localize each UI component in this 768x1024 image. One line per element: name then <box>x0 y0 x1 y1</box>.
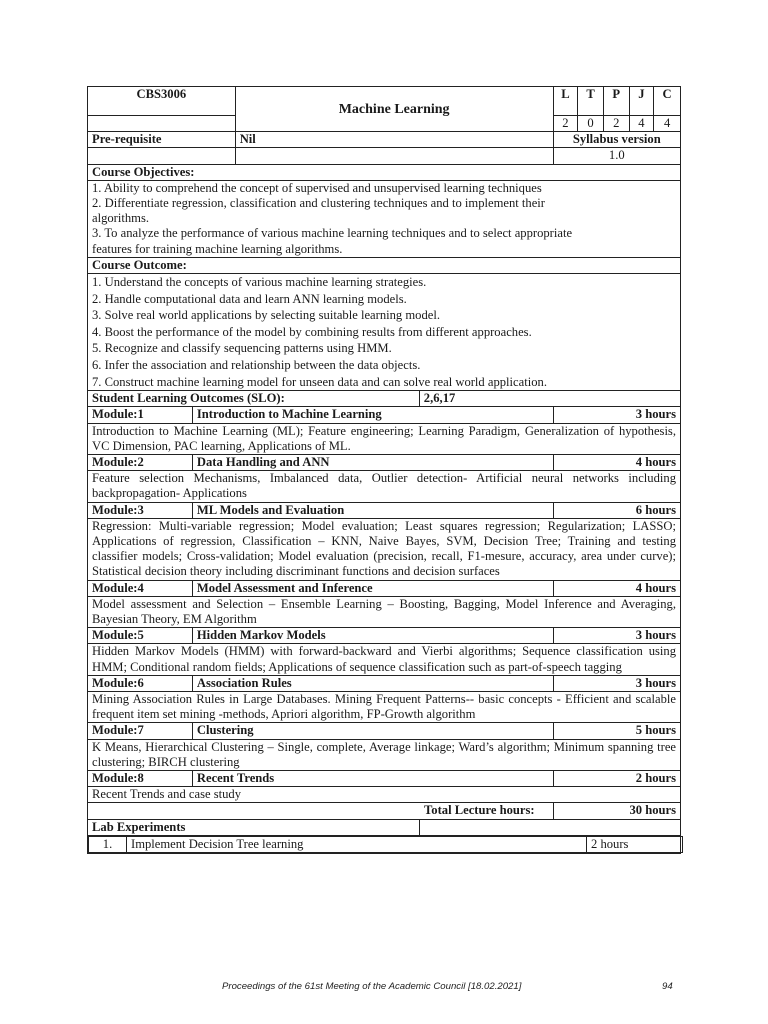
outcome-line: 5. Recognize and classify sequencing patterns using HMM. <box>92 341 392 356</box>
module-hours: 6 hours <box>553 502 680 518</box>
course-code: CBS3006 <box>88 87 236 116</box>
ltpjc-header-l: L <box>553 87 578 116</box>
module-content: Regression: Multi-variable regression; Model evaluation; Least squares regression; Regularization; LASSO; Applications of regression, Classification – KNN, Naive Bayes, SVM, Decision Tree; Training and testing classifier models; Cross-validation; Model evaluation (precision, recall, F1-mesure, accuracy, area under curve); Statistical decision theory including discriminant functions and decision surfaces <box>88 518 681 580</box>
objective-line: 1. Ability to comprehend the concept of supervised and unsupervised learning techniques <box>92 180 542 195</box>
lab-row-title: Implement Decision Tree learning <box>127 836 587 852</box>
objective-line: features for training machine learning algorithms. <box>92 241 343 256</box>
slo-label: Student Learning Outcomes (SLO): <box>88 391 420 407</box>
objective-line: algorithms. <box>92 211 150 226</box>
ltpjc-header-c: C <box>654 87 681 116</box>
course-title: Machine Learning <box>235 87 553 132</box>
lab-heading: Lab Experiments <box>88 819 420 835</box>
module-label: Module:6 <box>88 675 193 691</box>
course-code-blank <box>88 116 236 132</box>
prereq-value: Nil <box>235 132 553 148</box>
outcome-line: 6. Infer the association and relationship between the data objects. <box>92 358 421 372</box>
page-number: 94 <box>662 981 673 992</box>
syllabus-version-value: 1.0 <box>553 148 680 164</box>
module-title: Data Handling and ANN <box>192 455 553 471</box>
module-hours: 4 hours <box>553 580 680 596</box>
module-content: Mining Association Rules in Large Databases. Mining Frequent Patterns-- basic concepts - Efficient and scalable frequent item set mining -methods, Apriori algorithm, FP-Growth algorithm <box>88 692 681 723</box>
module-label: Module:5 <box>88 628 193 644</box>
ltpjc-header-p: P <box>603 87 629 116</box>
module-hours: 4 hours <box>553 455 680 471</box>
module-content: Hidden Markov Models (HMM) with forward-backward and Vierbi algorithms; Sequence classification using HMM; Conditional random fields; Applications of sequence classification such as part-of-speech tagging <box>88 644 681 675</box>
module-hours: 3 hours <box>553 675 680 691</box>
lab-row <box>88 836 683 853</box>
lab-row-hours: 2 hours <box>587 836 683 852</box>
syllabus-page <box>87 86 681 854</box>
module-content: Recent Trends and case study <box>88 787 681 803</box>
objectives-body <box>88 180 681 257</box>
module-label: Module:4 <box>88 580 193 596</box>
modules-section <box>88 407 681 803</box>
module-label: Module:8 <box>88 771 193 787</box>
outcome-line: 1. Understand the concepts of various machine learning strategies. <box>92 275 427 290</box>
module-title: Association Rules <box>192 675 553 691</box>
module-hours: 3 hours <box>553 407 680 423</box>
module-content: K Means, Hierarchical Clustering – Single, complete, Average linkage; Ward’s algorithm; Minimum spanning tree clustering; BIRCH clustering <box>88 739 681 770</box>
module-title: Model Assessment and Inference <box>192 580 553 596</box>
module-title: Hidden Markov Models <box>192 628 553 644</box>
total-hours-value: 30 hours <box>553 803 680 819</box>
ltpjc-header-t: T <box>578 87 604 116</box>
module-label: Module:7 <box>88 723 193 739</box>
prereq-label: Pre-requisite <box>88 132 236 148</box>
module-hours: 3 hours <box>553 628 680 644</box>
module-title: ML Models and Evaluation <box>192 502 553 518</box>
outcome-line: 2. Handle computational data and learn ANN learning models. <box>92 291 407 306</box>
syllabus-table <box>87 86 681 854</box>
outcomes-heading: Course Outcome: <box>88 257 681 273</box>
total-hours-label: Total Lecture hours: <box>88 803 554 819</box>
module-hours: 2 hours <box>553 771 680 787</box>
blank-cell <box>88 148 236 164</box>
ltpjc-value-t: 0 <box>578 116 604 132</box>
outcome-line: 7. Construct machine learning model for unseen data and can solve real world application. <box>92 374 547 389</box>
slo-value: 2,6,17 <box>423 391 456 406</box>
blank-cell <box>419 819 680 835</box>
blank-cell <box>235 148 553 164</box>
objective-line: 3. To analyze the performance of various machine learning techniques and to select appropriate <box>92 226 573 241</box>
outcomes-body <box>88 274 681 391</box>
outcome-line: 4. Boost the performance of the model by combining results from different approaches. <box>92 324 532 339</box>
module-label: Module:2 <box>88 455 193 471</box>
module-title: Clustering <box>192 723 553 739</box>
lab-row-cell <box>88 835 681 853</box>
module-title: Introduction to Machine Learning <box>192 407 553 423</box>
ltpjc-header-j: J <box>629 87 654 116</box>
objectives-heading: Course Objectives: <box>88 164 681 180</box>
ltpjc-value-l: 2 <box>553 116 578 132</box>
ltpjc-value-p: 2 <box>603 116 629 132</box>
module-label: Module:1 <box>88 407 193 423</box>
module-title: Recent Trends <box>192 771 553 787</box>
syllabus-version-label: Syllabus version <box>553 132 680 148</box>
module-label: Module:3 <box>88 502 193 518</box>
module-content: Model assessment and Selection – Ensemble Learning – Boosting, Bagging, Model Inference and Averaging, Bayesian Theory, EM Algorithm <box>88 596 681 627</box>
footer-text: Proceedings of the 61st Meeting of the Academic Council [18.02.2021] <box>222 981 522 992</box>
module-content: Introduction to Machine Learning (ML); Feature engineering; Learning Paradigm, Generalization of hypothesis, VC Dimension, PAC learning, Applications of ML. <box>88 423 681 454</box>
lab-row-number: 1. <box>89 836 127 852</box>
ltpjc-value-j: 4 <box>629 116 654 132</box>
slo-value-cell <box>419 391 680 407</box>
module-hours: 5 hours <box>553 723 680 739</box>
module-content: Feature selection Mechanisms, Imbalanced data, Outlier detection- Artificial neural networks including backpropagation- Applications <box>88 471 681 502</box>
ltpjc-value-c: 4 <box>654 116 681 132</box>
outcome-line: 3. Solve real world applications by selecting suitable learning model. <box>92 308 440 323</box>
objective-line: 2. Differentiate regression, classification and clustering techniques and to implement their <box>92 196 545 211</box>
